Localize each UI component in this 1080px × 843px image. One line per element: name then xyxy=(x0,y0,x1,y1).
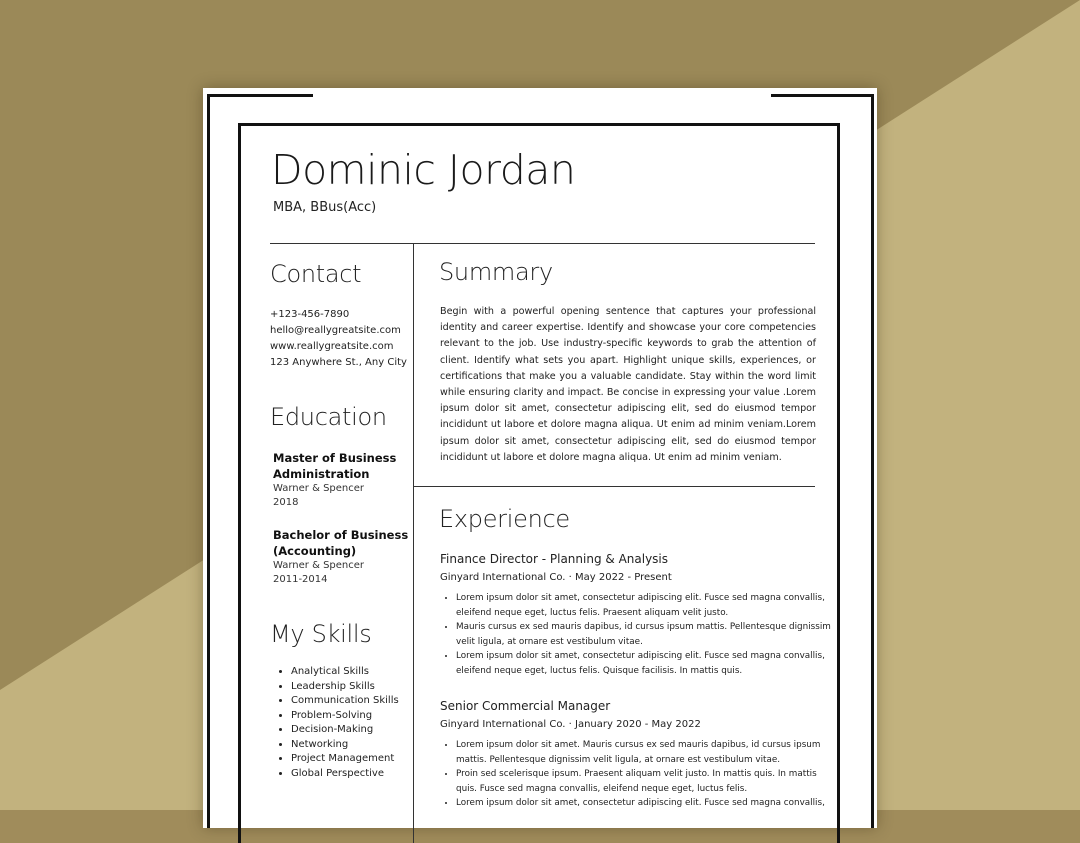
summary-divider xyxy=(413,486,815,487)
list-item: • Leadership Skills xyxy=(291,680,399,695)
header-divider xyxy=(270,243,815,244)
job-meta: Ginyard International Co. · May 2022 - Present xyxy=(440,572,672,583)
summary-text: Begin with a powerful opening sentence that captures your professional identity and career expertise. Identify and showcase your core competencies relevant to the job. Use industry-specific keywords to grab the attention of client. Identify what sets you apart. Highlight unique skills, experiences, or certifications that make you a valuable candidate. Stay within the word limit while ensuring clarity and impact. Be concise in expressing your value .Lorem ipsum dolor sit amet, consectetur adipiscing elit, sed do eiusmod tempor incididunt ut labore et dolore magna aliqua. Ut enim ad minim veniam.Lorem ipsum dolor sit amet, consectetur adipiscing elit, sed do eiusmod tempor incididunt ut labore et dolore magna aliqua. Ut enim ad minim veniam. xyxy=(440,306,816,463)
list-item: • Lorem ipsum dolor sit amet, consectetur adipiscing elit. Fusce sed magna convallis, eleifend neque eget, luctus felis. Quisque facilisis. In mattis quis. xyxy=(456,649,831,678)
list-item: • Problem-Solving xyxy=(291,709,399,724)
job-meta: Ginyard International Co. · January 2020 - May 2022 xyxy=(440,719,701,730)
skills-title: My Skills xyxy=(270,620,372,648)
degree-year: 2018 xyxy=(273,497,299,508)
list-item: • Lorem ipsum dolor sit amet, consectetur adipiscing elit. Fusce sed magna convallis, eleifend neque eget, luctus felis. Praesent aliquam velit justo. xyxy=(456,591,831,620)
resume-page xyxy=(203,88,877,828)
job-title: Finance Director - Planning & Analysis xyxy=(440,552,669,566)
degree-name: (Accounting) xyxy=(273,544,357,558)
contact-title: Contact xyxy=(270,260,362,288)
degree-name: Administration xyxy=(273,467,370,481)
candidate-name: Dominic Jordan xyxy=(271,146,576,194)
degree-name: Master of Business xyxy=(273,451,397,465)
degree-name: Bachelor of Business xyxy=(273,528,409,542)
education-item xyxy=(273,450,396,510)
summary-title: Summary xyxy=(439,258,553,286)
list-item: • Mauris cursus ex sed mauris dapibus, id cursus ipsum mattis. Pellentesque dignissim velit ligula, at ornare est vestibulum vitae. xyxy=(456,620,831,649)
column-divider xyxy=(413,243,414,843)
school-name: Warner & Spencer xyxy=(273,483,365,494)
list-item: • Decision-Making xyxy=(291,723,399,738)
experience-title: Experience xyxy=(439,505,570,533)
list-item: • Analytical Skills xyxy=(291,665,399,680)
contact-list xyxy=(270,307,407,371)
credentials: MBA, BBus(Acc) xyxy=(273,200,377,215)
list-item: • Lorem ipsum dolor sit amet. Mauris cursus ex sed mauris dapibus, id cursus ipsum mattis. Pellentesque dignissim velit ligula, at ornare est vestibulum vitae. xyxy=(456,738,831,767)
contact-address: 123 Anywhere St., Any City xyxy=(270,357,407,368)
list-item: • Networking xyxy=(291,738,399,753)
contact-website: www.reallygreatsite.com xyxy=(270,341,394,352)
job-bullets xyxy=(441,591,831,678)
contact-email: hello@reallygreatsite.com xyxy=(270,325,401,336)
list-item: • Global Perspective xyxy=(291,767,399,782)
education-title: Education xyxy=(270,403,387,431)
list-item: • Communication Skills xyxy=(291,694,399,709)
contact-phone: +123-456-7890 xyxy=(270,309,350,320)
degree-year: 2011-2014 xyxy=(273,574,328,585)
list-item: • Proin sed scelerisque ipsum. Praesent aliquam velit justo. In mattis quis. In mattis quis. Fusce sed magna convallis, eleifend neque eget, luctus felis. xyxy=(456,767,831,796)
list-item: • Project Management xyxy=(291,752,399,767)
school-name: Warner & Spencer xyxy=(273,560,365,571)
list-item: • Lorem ipsum dolor sit amet, consectetur adipiscing elit. Fusce sed magna convallis, xyxy=(456,796,831,811)
education-item xyxy=(273,527,408,587)
job-title: Senior Commercial Manager xyxy=(440,699,611,713)
skills-list xyxy=(275,665,399,781)
job-bullets xyxy=(441,738,831,811)
